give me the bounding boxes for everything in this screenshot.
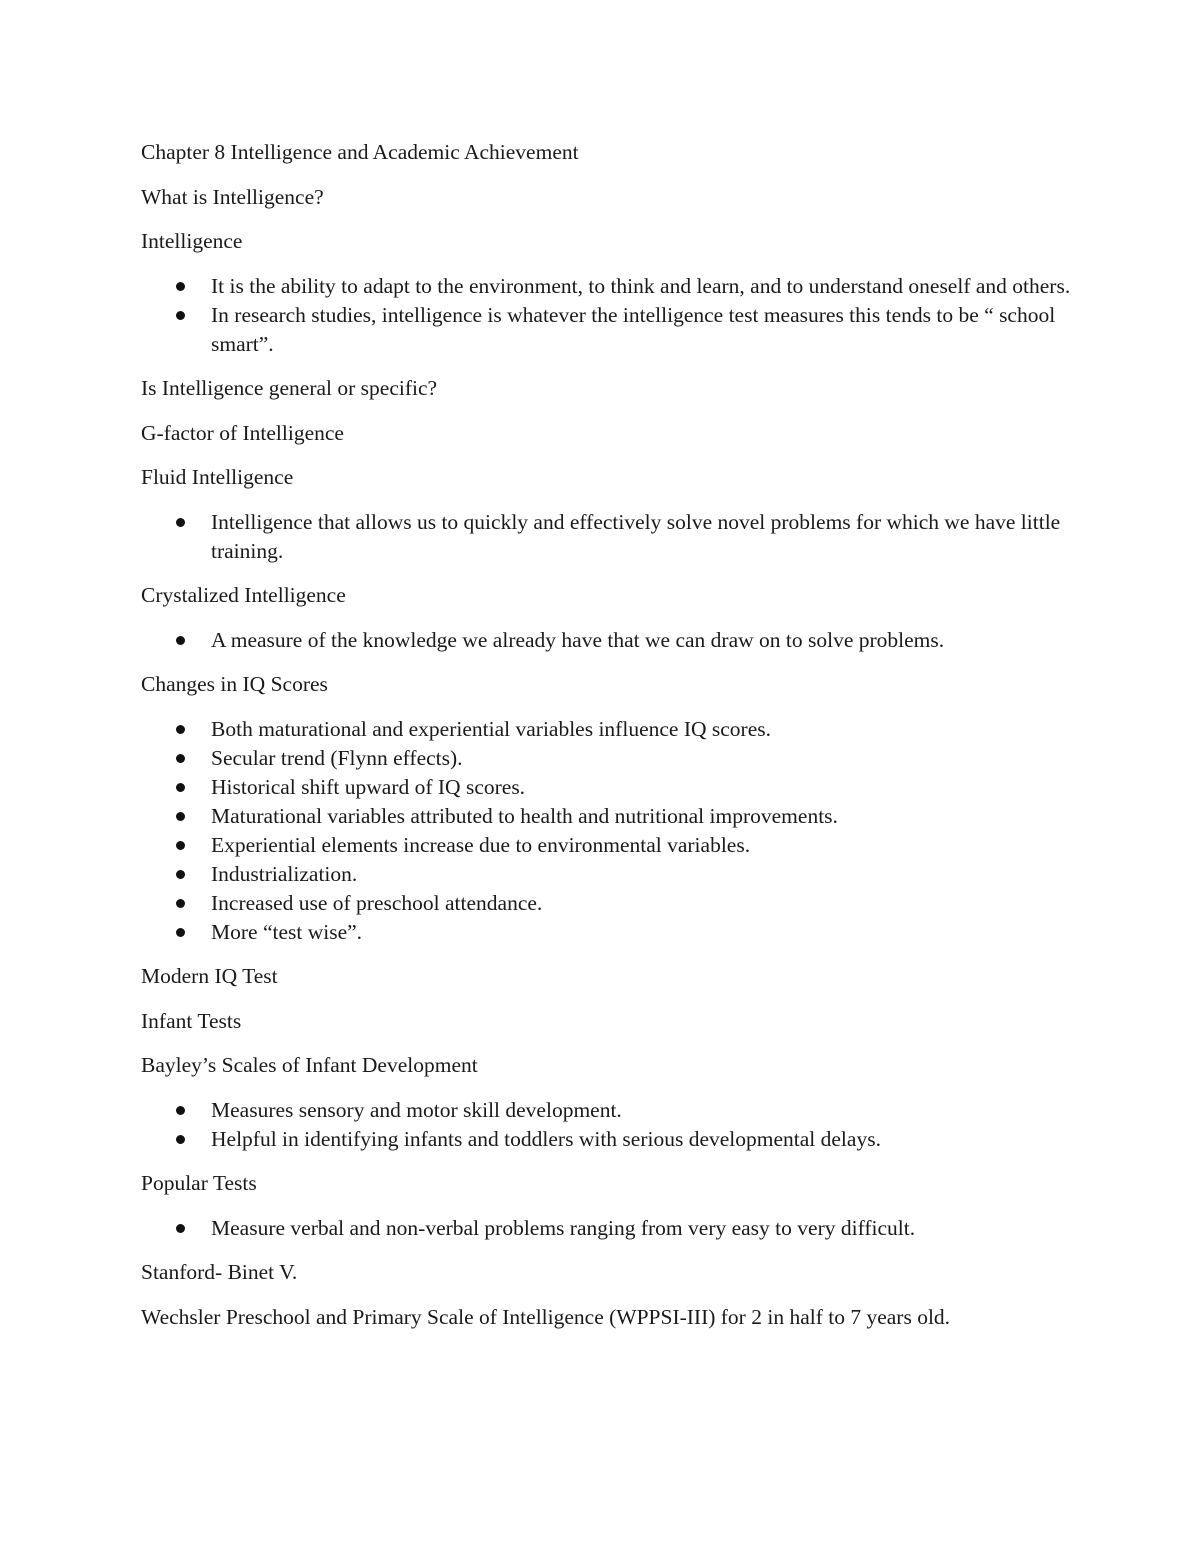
bullet-icon [176,754,185,763]
bullet-icon [176,783,185,792]
list-item [141,744,1071,773]
paragraph: Bayley’s Scales of Infant Development [141,1053,478,1077]
bullet-icon [176,1106,185,1115]
bullet-list [141,1096,1071,1154]
list-item-text: Historical shift upward of IQ scores. [211,774,526,799]
bullet-icon [176,928,185,937]
bullet-icon [176,636,185,645]
list-item-text: Increased use of preschool attendance. [211,890,543,915]
paragraph: Changes in IQ Scores [141,672,328,696]
bullet-list [141,272,1071,359]
bullet-list [141,626,1071,655]
paragraph: Wechsler Preschool and Primary Scale of Intelligence (WPPSI-III) for 2 in half to 7 years old. [141,1304,951,1329]
document-page [141,138,1071,1347]
paragraph: Fluid Intelligence [141,465,294,489]
bullet-list [141,715,1071,947]
bullet-icon [176,518,185,527]
bullet-icon [176,1135,185,1144]
list-item [141,889,1071,918]
list-item [141,1214,1071,1243]
list-item-text: Helpful in identifying infants and toddlers with serious developmental delays. [211,1126,881,1151]
list-item [141,918,1071,947]
list-item [141,301,1071,359]
paragraph: Intelligence [141,229,243,253]
list-item [141,272,1071,301]
list-item-text: It is the ability to adapt to the environment, to think and learn, and to understand oneself and others. [211,273,1071,298]
list-item-text: Secular trend (Flynn effects). [211,745,463,770]
list-item [141,1125,1071,1154]
list-item [141,715,1071,744]
list-item-text: A measure of the knowledge we already have that we can draw on to solve problems. [211,627,945,652]
list-item-text: Measures sensory and motor skill development. [211,1097,622,1122]
bullet-list [141,1214,1071,1243]
list-item-text: Intelligence that allows us to quickly and effectively solve novel problems for which we have little training. [211,509,1061,563]
bullet-icon [176,311,185,320]
document-title: Chapter 8 Intelligence and Academic Achievement [141,140,579,164]
list-item [141,626,1071,655]
bullet-list [141,508,1071,566]
list-item-text: Experiential elements increase due to environmental variables. [211,832,751,857]
list-item [141,773,1071,802]
bullet-icon [176,1224,185,1233]
paragraph: Crystalized Intelligence [141,583,346,607]
bullet-icon [176,725,185,734]
bullet-icon [176,282,185,291]
list-item [141,1096,1071,1125]
list-item [141,802,1071,831]
list-item-text: Maturational variables attributed to health and nutritional improvements. [211,803,838,828]
list-item-text: More “test wise”. [211,919,363,944]
bullet-icon [176,812,185,821]
list-item-text: Industrialization. [211,861,358,886]
list-item [141,508,1071,566]
paragraph: Modern IQ Test [141,964,278,988]
list-item-text: Both maturational and experiential variables influence IQ scores. [211,716,771,741]
paragraph: Popular Tests [141,1171,257,1195]
list-item-text: In research studies, intelligence is whatever the intelligence test measures this tends to be “ school smart”. [211,302,1056,356]
bullet-icon [176,841,185,850]
bullet-icon [176,870,185,879]
list-item [141,860,1071,889]
paragraph: Infant Tests [141,1008,242,1033]
list-item [141,831,1071,860]
paragraph: Is Intelligence general or specific? [141,376,438,400]
list-item-text: Measure verbal and non-verbal problems ranging from very easy to very difficult. [211,1215,916,1240]
paragraph: Stanford- Binet V. [141,1260,298,1284]
paragraph: G-factor of Intelligence [141,420,344,445]
bullet-icon [176,899,185,908]
paragraph: What is Intelligence? [141,184,324,209]
